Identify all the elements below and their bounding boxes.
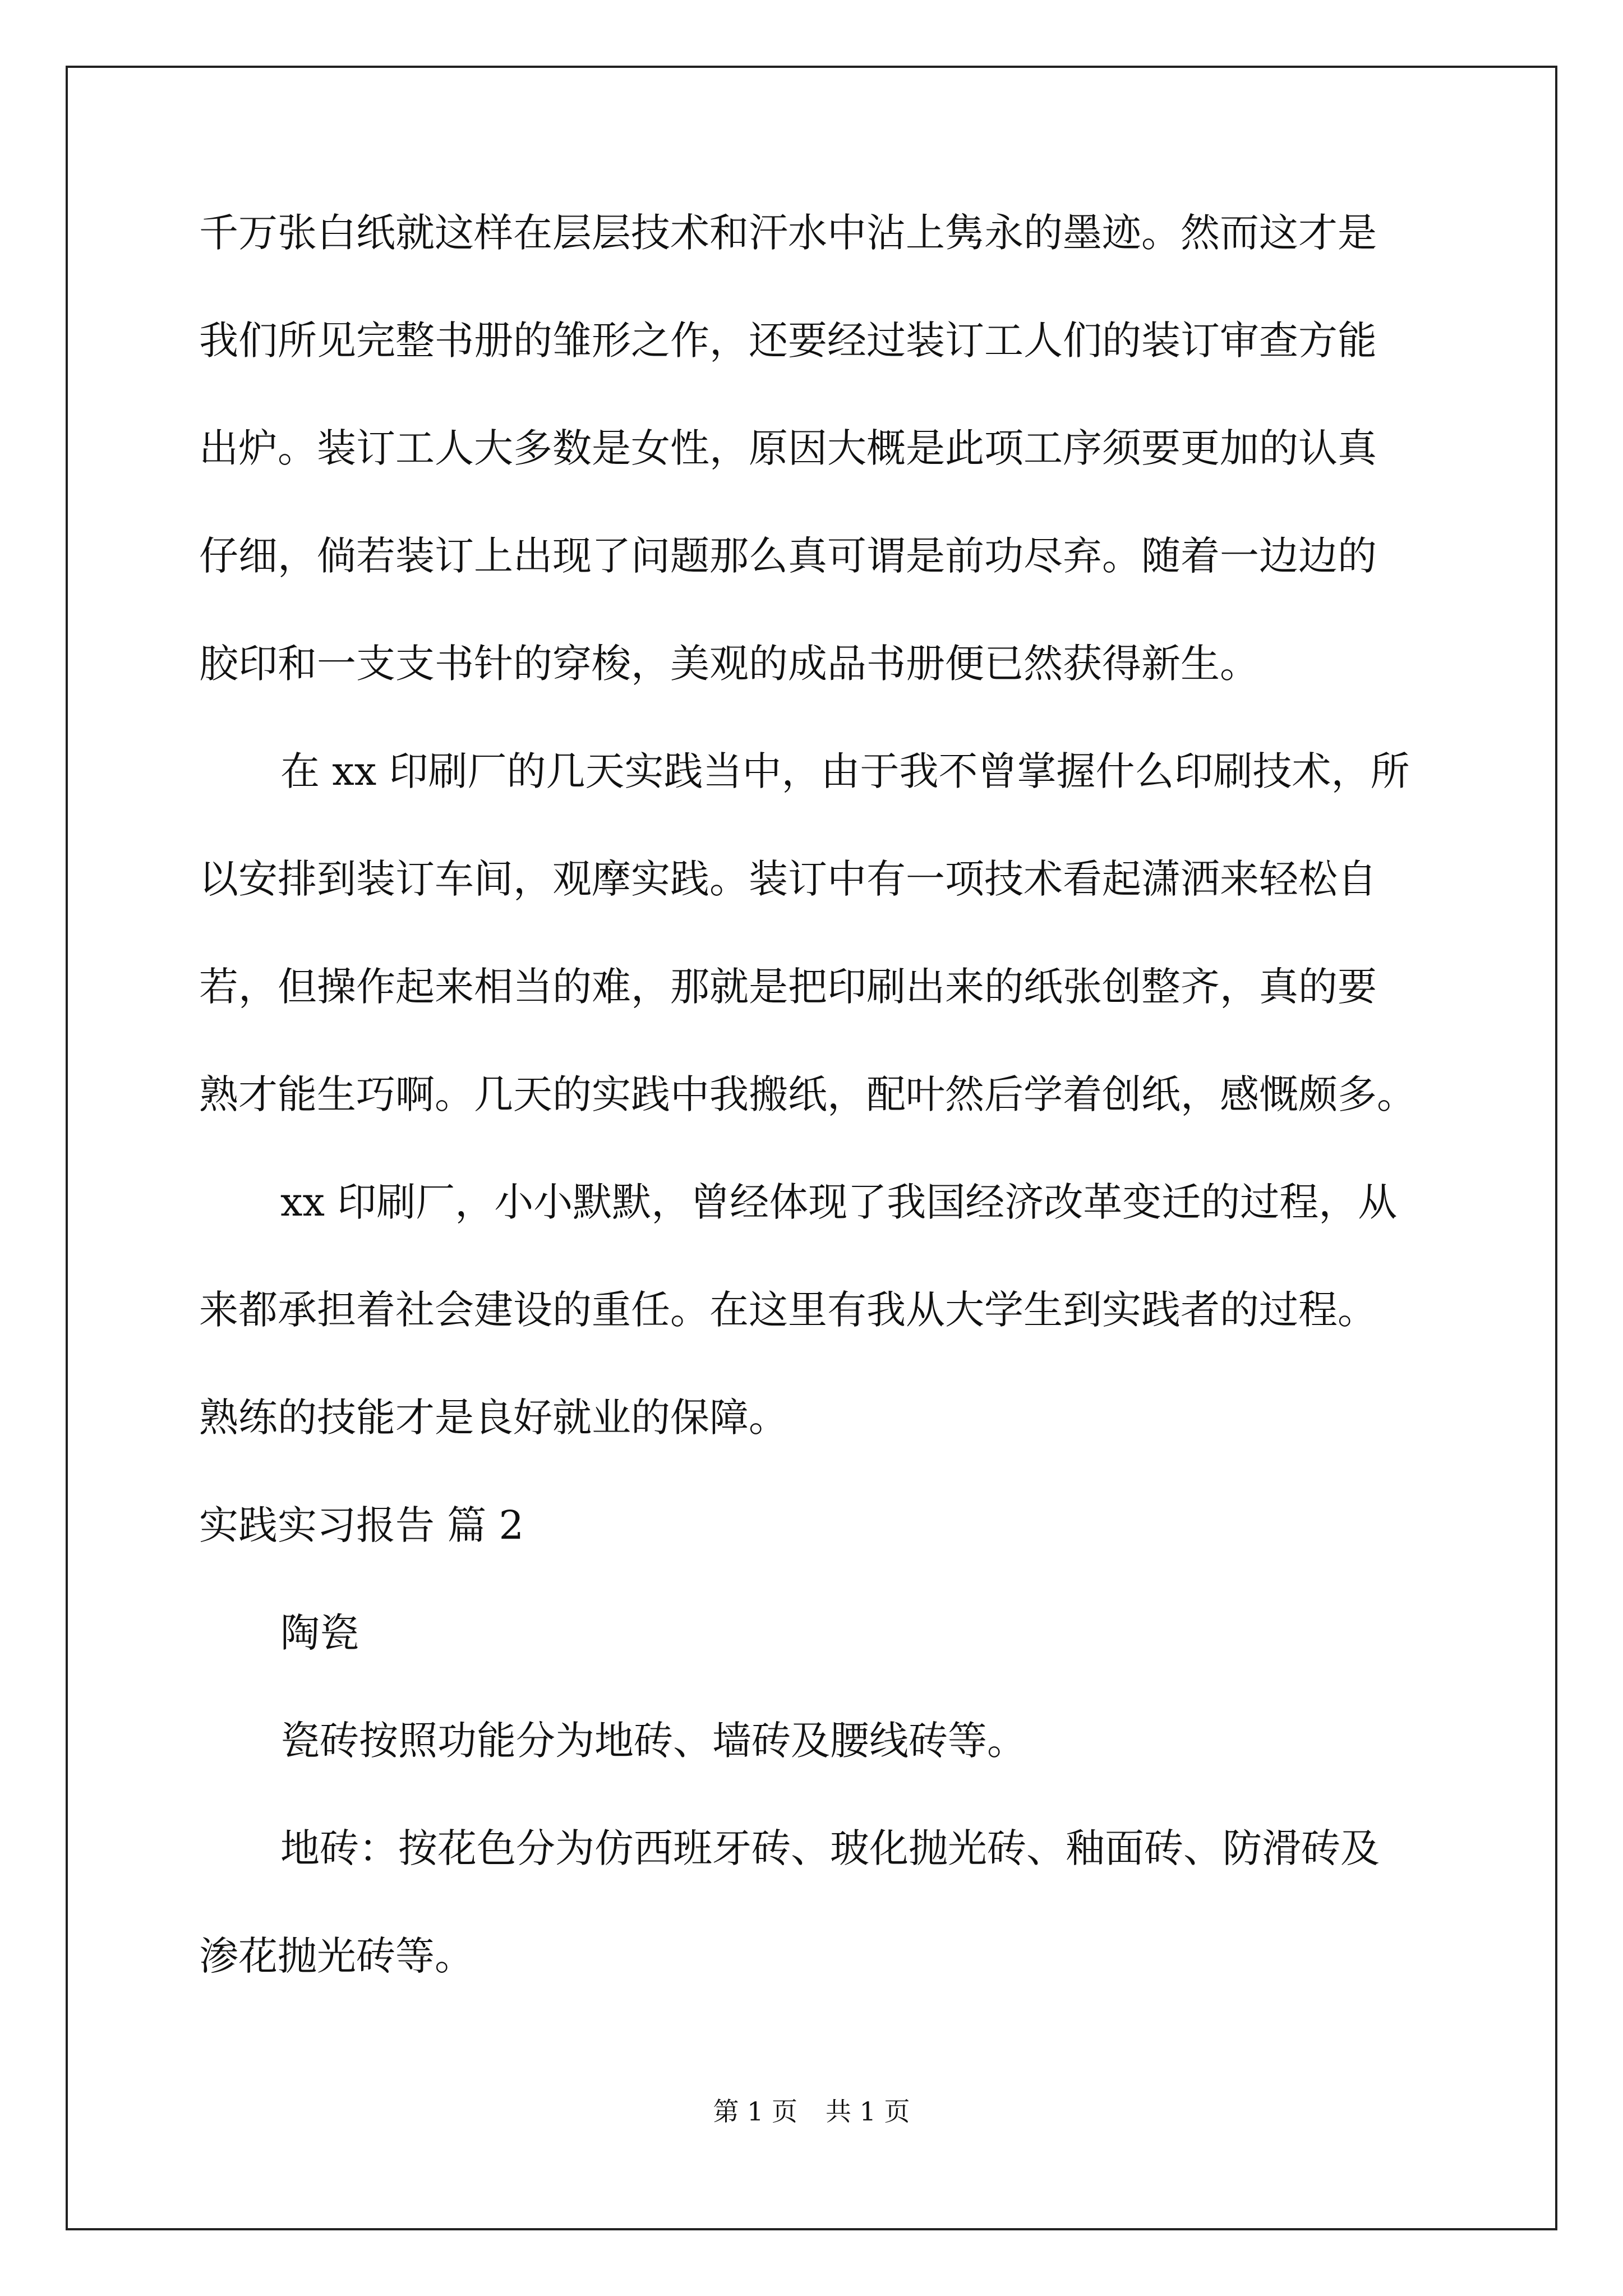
text-line: 胶印和一支支书针的穿梭，美观的成品书册便已然获得新生。 bbox=[199, 641, 1259, 687]
page-footer bbox=[0, 2091, 1623, 2128]
text-line: 出炉。装订工人大多数是女性，原因大概是此项工序须要更加的认真 bbox=[199, 425, 1377, 471]
text-line: 熟才能生巧啊。几天的实践中我搬纸，配叶然后学着创纸，感慨颇多。 bbox=[199, 1071, 1416, 1117]
document-body bbox=[199, 210, 1433, 2044]
text-line: 在 xx 印刷厂的几天实践当中，由于我不曾掌握什么印刷技术，所 bbox=[280, 748, 1410, 794]
page-number-total: 共 1 页 bbox=[826, 2096, 910, 2127]
text-line: 千万张白纸就这样在层层技术和汗水中沾上隽永的墨迹。然而这才是 bbox=[199, 210, 1377, 256]
text-line: 以安排到装订车间，观摩实践。装订中有一项技术看起潇洒来轻松自 bbox=[199, 856, 1377, 902]
text-line: 瓷砖按照功能分为地砖、墙砖及腰线砖等。 bbox=[280, 1718, 1026, 1764]
subheading: 陶瓷 bbox=[280, 1610, 359, 1656]
text-line: 熟练的技能才是良好就业的保障。 bbox=[199, 1395, 788, 1441]
section-heading: 实践实习报告 篇 2 bbox=[199, 1502, 524, 1548]
text-line: 我们所见完整书册的雏形之作，还要经过装订工人们的装订审查方能 bbox=[199, 318, 1377, 364]
text-line: xx 印刷厂，小小默默，曾经体现了我国经济改革变迁的过程，从 bbox=[280, 1179, 1398, 1225]
page-number-current: 第 1 页 bbox=[713, 2096, 797, 2127]
text-line: 渗花抛光砖等。 bbox=[199, 1933, 474, 1979]
text-line: 地砖：按花色分为仿西班牙砖、玻化抛光砖、釉面砖、防滑砖及 bbox=[280, 1825, 1380, 1871]
text-line: 来都承担着社会建设的重任。在这里有我从大学生到实践者的过程。 bbox=[199, 1287, 1377, 1333]
text-line: 若，但操作起来相当的难，那就是把印刷出来的纸张创整齐，真的要 bbox=[199, 964, 1377, 1010]
text-line: 仔细，倘若装订上出现了问题那么真可谓是前功尽弃。随着一边边的 bbox=[199, 533, 1377, 579]
